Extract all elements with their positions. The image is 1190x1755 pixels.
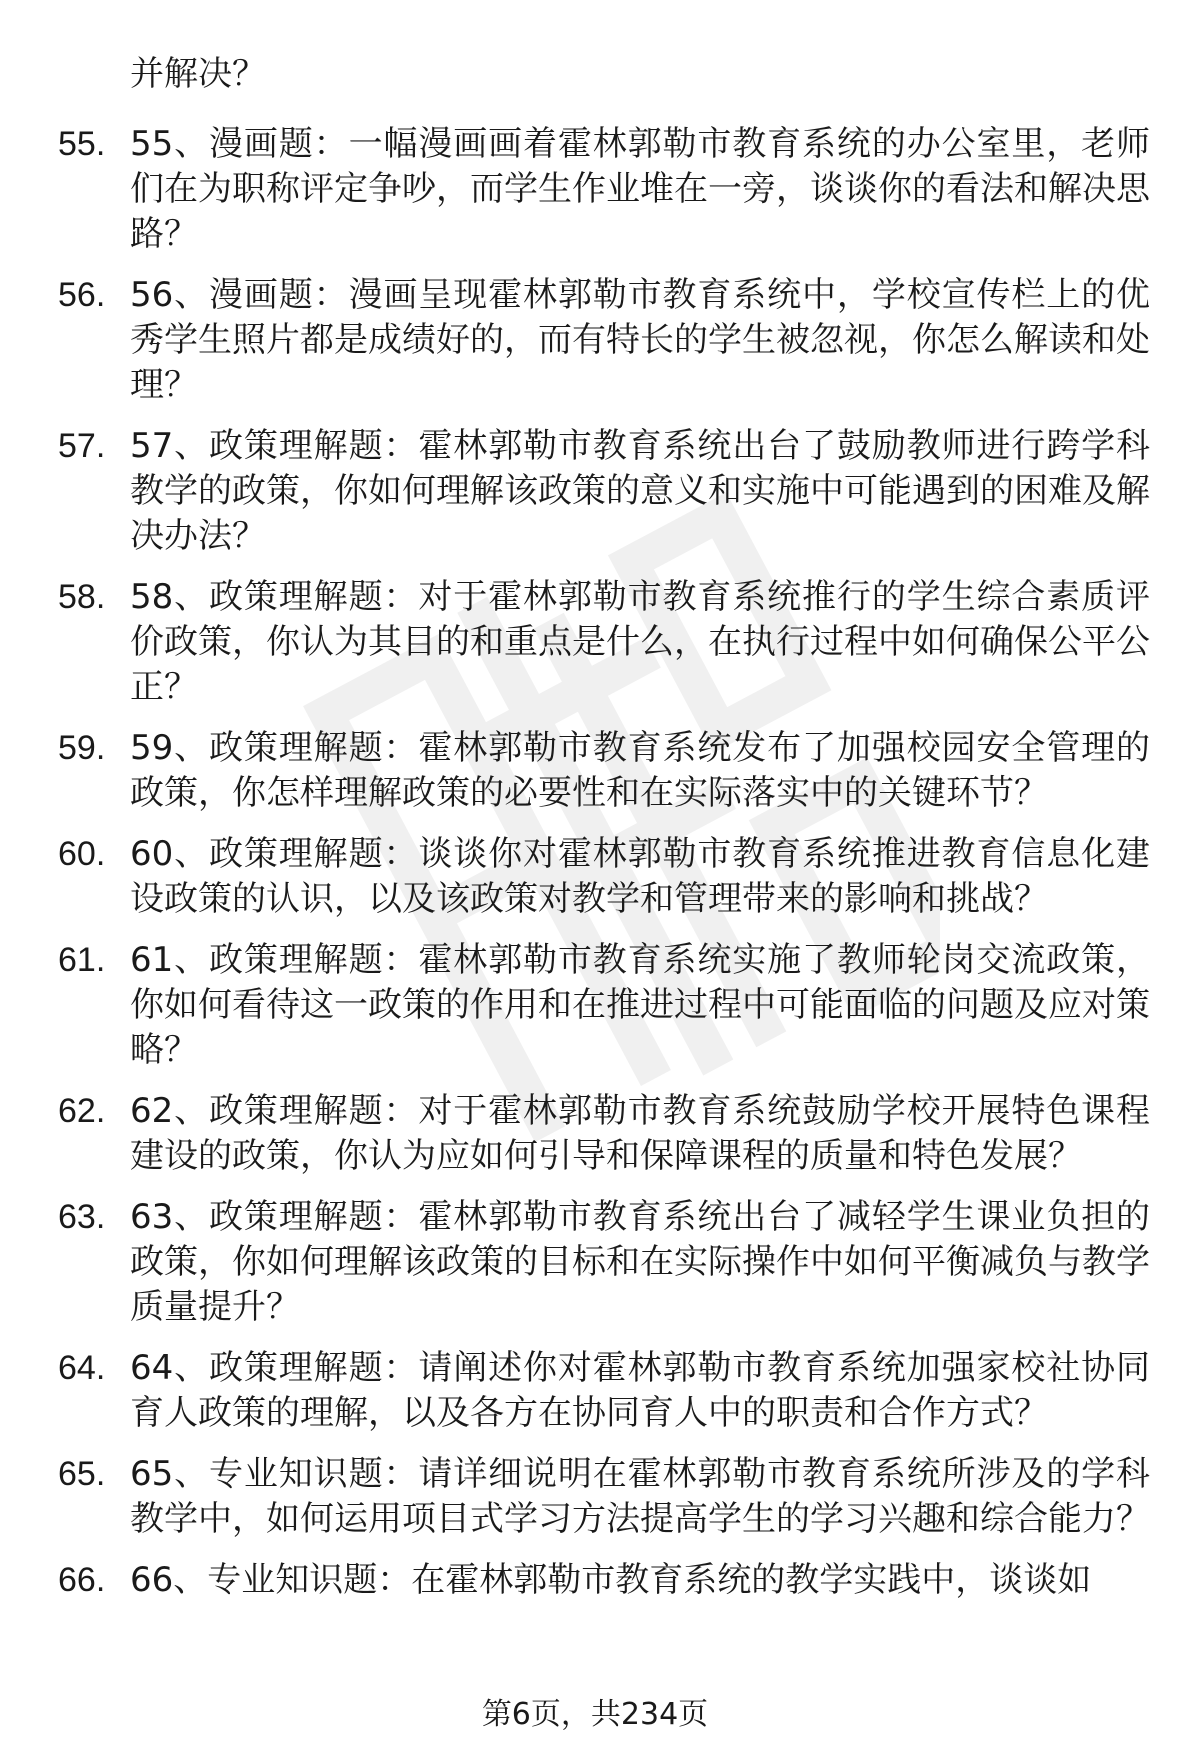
question-number: 65. <box>58 1455 106 1493</box>
question-item <box>0 424 1150 559</box>
question-number: 60. <box>58 835 106 873</box>
question-number: 57. <box>58 427 106 465</box>
question-text: 56、漫画题：漫画呈现霍林郭勒市教育系统中，学校宣传栏上的优秀学生照片都是成绩好的，而有特长的学生被忽视，你怎么解读和处理？ <box>130 275 1150 405</box>
continuation-text: 并解决？ <box>130 54 266 94</box>
question-text: 62、政策理解题：对于霍林郭勒市教育系统鼓励学校开展特色课程建设的政策，你认为应如何引导和保障课程的质量和特色发展？ <box>130 1091 1150 1176</box>
question-item <box>0 1346 1150 1436</box>
question-text: 58、政策理解题：对于霍林郭勒市教育系统推行的学生综合素质评价政策，你认为其目的和重点是什么，在执行过程中如何确保公平公正？ <box>130 577 1150 707</box>
question-number: 63. <box>58 1198 106 1236</box>
question-number: 59. <box>58 729 106 767</box>
question-item <box>0 1452 1150 1542</box>
question-item <box>0 575 1150 710</box>
question-number: 64. <box>58 1349 106 1387</box>
question-item <box>0 938 1150 1073</box>
question-number: 55. <box>58 125 106 163</box>
question-item <box>0 122 1150 257</box>
question-text: 66、专业知识题：在霍林郭勒市教育系统的教学实践中，谈谈如 <box>130 1560 1092 1600</box>
question-text: 55、漫画题：一幅漫画画着霍林郭勒市教育系统的办公室里，老师们在为职称评定争吵，而学生作业堆在一旁，谈谈你的看法和解决思路？ <box>130 124 1150 254</box>
question-item <box>0 1089 1150 1179</box>
question-text: 65、专业知识题：请详细说明在霍林郭勒市教育系统所涉及的学科教学中，如何运用项目式学习方法提高学生的学习兴趣和综合能力？ <box>130 1454 1150 1539</box>
question-text: 60、政策理解题：谈谈你对霍林郭勒市教育系统推进教育信息化建设政策的认识，以及该政策对教学和管理带来的影响和挑战？ <box>130 834 1150 919</box>
question-text: 61、政策理解题：霍林郭勒市教育系统实施了教师轮岗交流政策，你如何看待这一政策的作用和在推进过程中可能面临的问题及应对策略？ <box>130 940 1150 1070</box>
question-number: 61. <box>58 941 106 979</box>
question-item <box>0 832 1150 922</box>
question-item <box>0 726 1150 816</box>
question-number: 56. <box>58 276 106 314</box>
question-item <box>0 273 1150 408</box>
question-number: 66. <box>58 1561 106 1599</box>
question-item <box>0 1195 1150 1330</box>
question-text: 63、政策理解题：霍林郭勒市教育系统出台了减轻学生课业负担的政策，你如何理解该政策的目标和在实际操作中如何平衡减负与教学质量提升？ <box>130 1197 1150 1327</box>
question-item <box>0 1558 1150 1603</box>
question-number: 62. <box>58 1092 106 1130</box>
question-text: 64、政策理解题：请阐述你对霍林郭勒市教育系统加强家校社协同育人政策的理解，以及各方在协同育人中的职责和合作方式？ <box>130 1348 1150 1433</box>
question-text: 59、政策理解题：霍林郭勒市教育系统发布了加强校园安全管理的政策，你怎样理解政策的必要性和在实际落实中的关键环节？ <box>130 728 1150 813</box>
question-number: 58. <box>58 578 106 616</box>
question-text: 57、政策理解题：霍林郭勒市教育系统出台了鼓励教师进行跨学科教学的政策，你如何理解该政策的意义和实施中可能遇到的困难及解决办法？ <box>130 426 1150 556</box>
page-footer: 第6页，共234页 <box>481 1697 709 1732</box>
question-list <box>0 122 1190 1619</box>
